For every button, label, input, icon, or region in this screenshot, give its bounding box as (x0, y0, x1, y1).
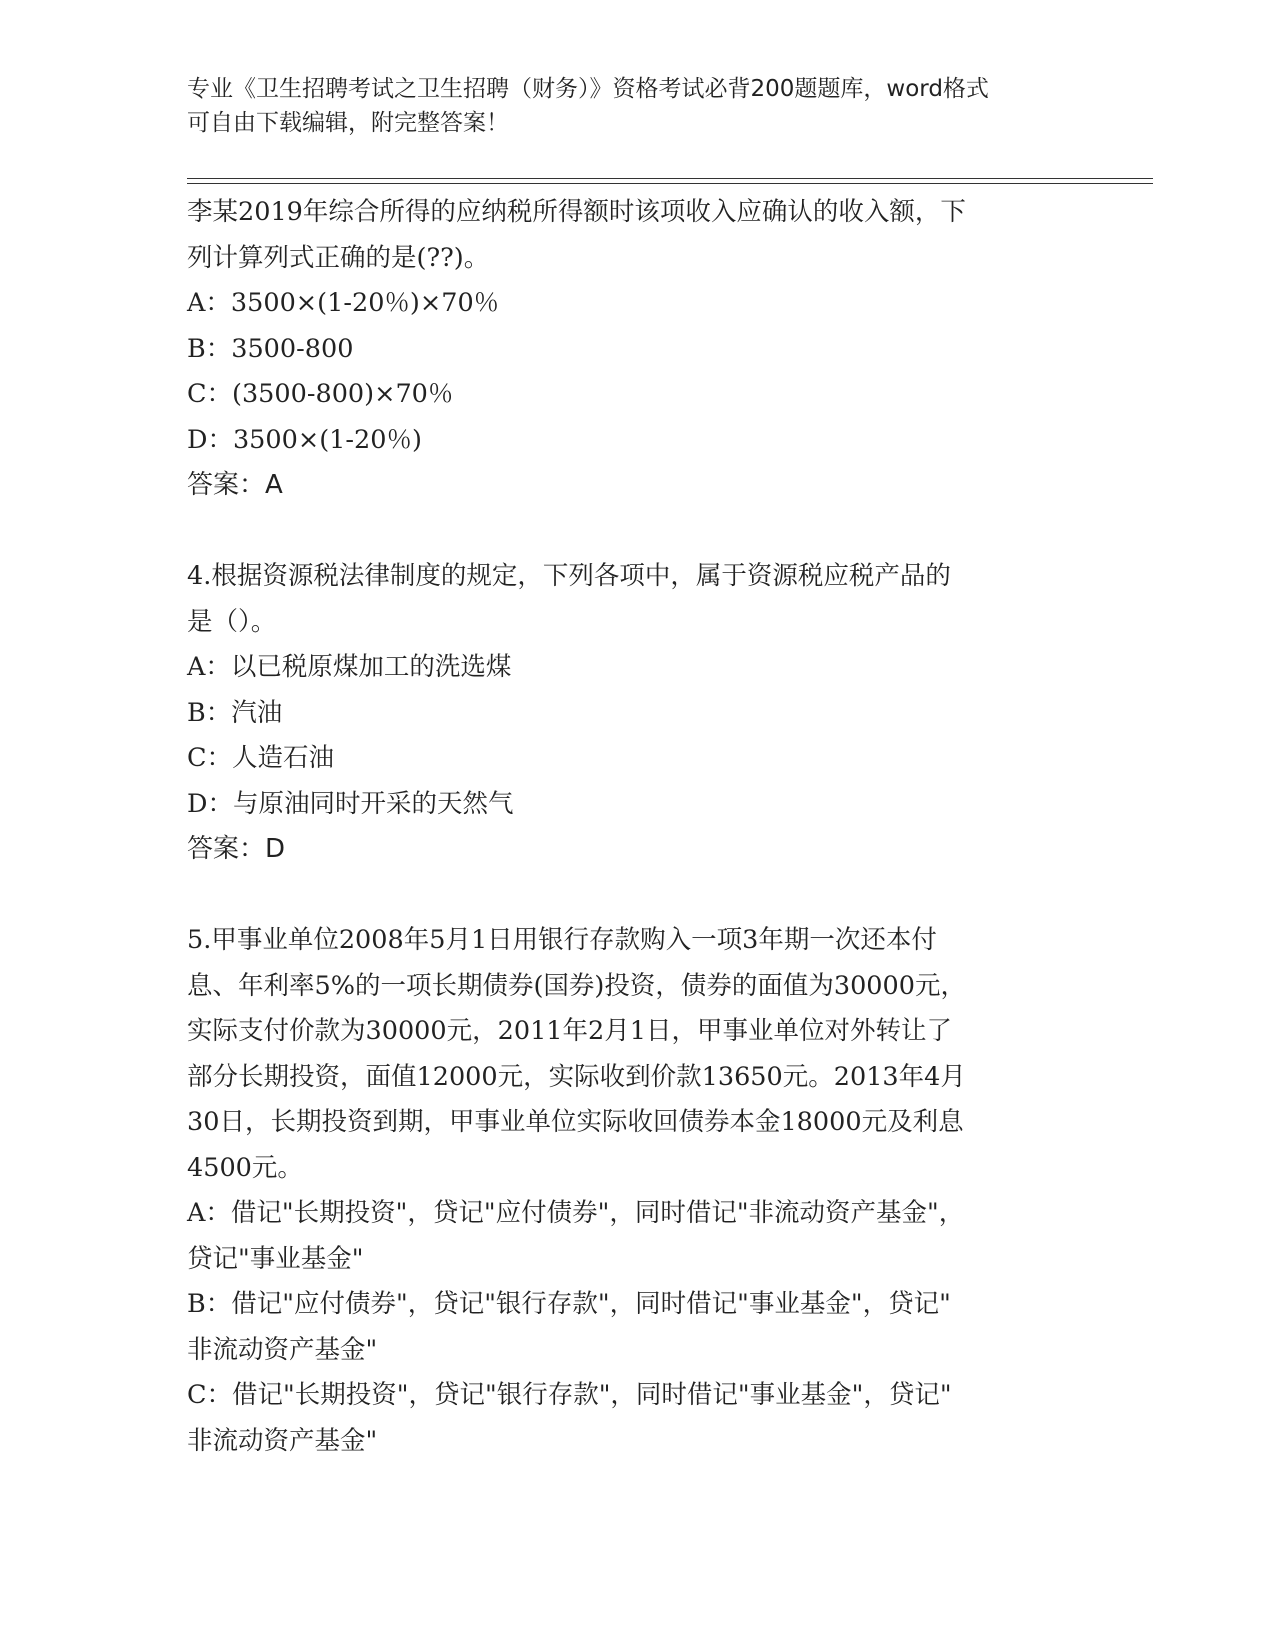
question-5-option-b-line-2: 非流动资产基金" (187, 1334, 378, 1365)
question-5-stem-line-6: 4500元。 (187, 1152, 303, 1183)
question-3-option-b: B：3500-800 (187, 333, 354, 364)
question-5-option-a-line-1: A：借记"长期投资"，贷记"应付债券"，同时借记"非流动资产基金"， (187, 1198, 965, 1228)
question-3-stem-line-1: 李某2019年综合所得的应纳税所得额时该项收入应确认的收入额，下 (187, 197, 966, 227)
question-5-option-c-line-2: 非流动资产基金" (187, 1425, 378, 1456)
question-4-answer: 答案：D (187, 834, 286, 864)
header-title-line-1: 专业《卫生招聘考试之卫生招聘（财务）》资格考试必背200题题库，word格式 (187, 76, 989, 102)
question-4-stem-line-1: 4.根据资源税法律制度的规定，下列各项中，属于资源税应税产品的 (187, 561, 951, 591)
question-5-option-c-line-1: C：借记"长期投资"，贷记"银行存款"，同时借记"事业基金"，贷记" (187, 1380, 952, 1410)
question-5-stem-line-3: 实际支付价款为30000元，2011年2月1日，甲事业单位对外转让了 (187, 1016, 952, 1046)
question-5-stem-line-5: 30日，长期投资到期，甲事业单位实际收回债券本金18000元及利息 (187, 1107, 964, 1137)
question-5-option-a-line-2: 贷记"事业基金" (187, 1243, 364, 1274)
question-3 (187, 190, 1087, 509)
question-3-answer: 答案：A (187, 470, 283, 500)
document-header (187, 72, 1067, 140)
question-3-stem-line-2: 列计算列式正确的是(??)。 (187, 242, 490, 273)
question-5-option-b-line-1: B：借记"应付债券"，贷记"银行存款"，同时借记"事业基金"，贷记" (187, 1289, 951, 1319)
header-divider-bottom (187, 183, 1153, 184)
header-title-line-2: 可自由下载编辑，附完整答案！ (187, 110, 509, 136)
question-4-option-b: B：汽油 (187, 697, 283, 728)
question-3-option-a: A：3500×(1-20％)×70％ (187, 288, 500, 318)
question-spacer (187, 873, 1087, 919)
question-4-option-c: C：人造石油 (187, 743, 335, 773)
question-4 (187, 554, 1087, 873)
question-4-stem-line-2: 是（）。 (187, 606, 277, 637)
question-5 (187, 918, 1087, 1464)
question-3-option-c: C：(3500-800)×70％ (187, 379, 454, 409)
question-5-stem-line-4: 部分长期投资，面值12000元，实际收到价款13650元。2013年4月 (187, 1061, 966, 1092)
question-4-option-d: D：与原油同时开采的天然气 (187, 788, 514, 819)
question-5-stem-line-1: 5.甲事业单位2008年5月1日用银行存款购入一项3年期一次还本付 (187, 925, 937, 955)
question-5-stem-line-2: 息、年利率5%的一项长期债券(国券)投资，债券的面值为30000元， (187, 970, 966, 1001)
document-body (187, 190, 1087, 1464)
question-3-option-d: D：3500×(1-20％) (187, 424, 422, 455)
question-4-option-a: A：以已税原煤加工的洗选煤 (187, 652, 512, 682)
header-divider-top (187, 178, 1153, 179)
question-spacer (187, 509, 1087, 555)
